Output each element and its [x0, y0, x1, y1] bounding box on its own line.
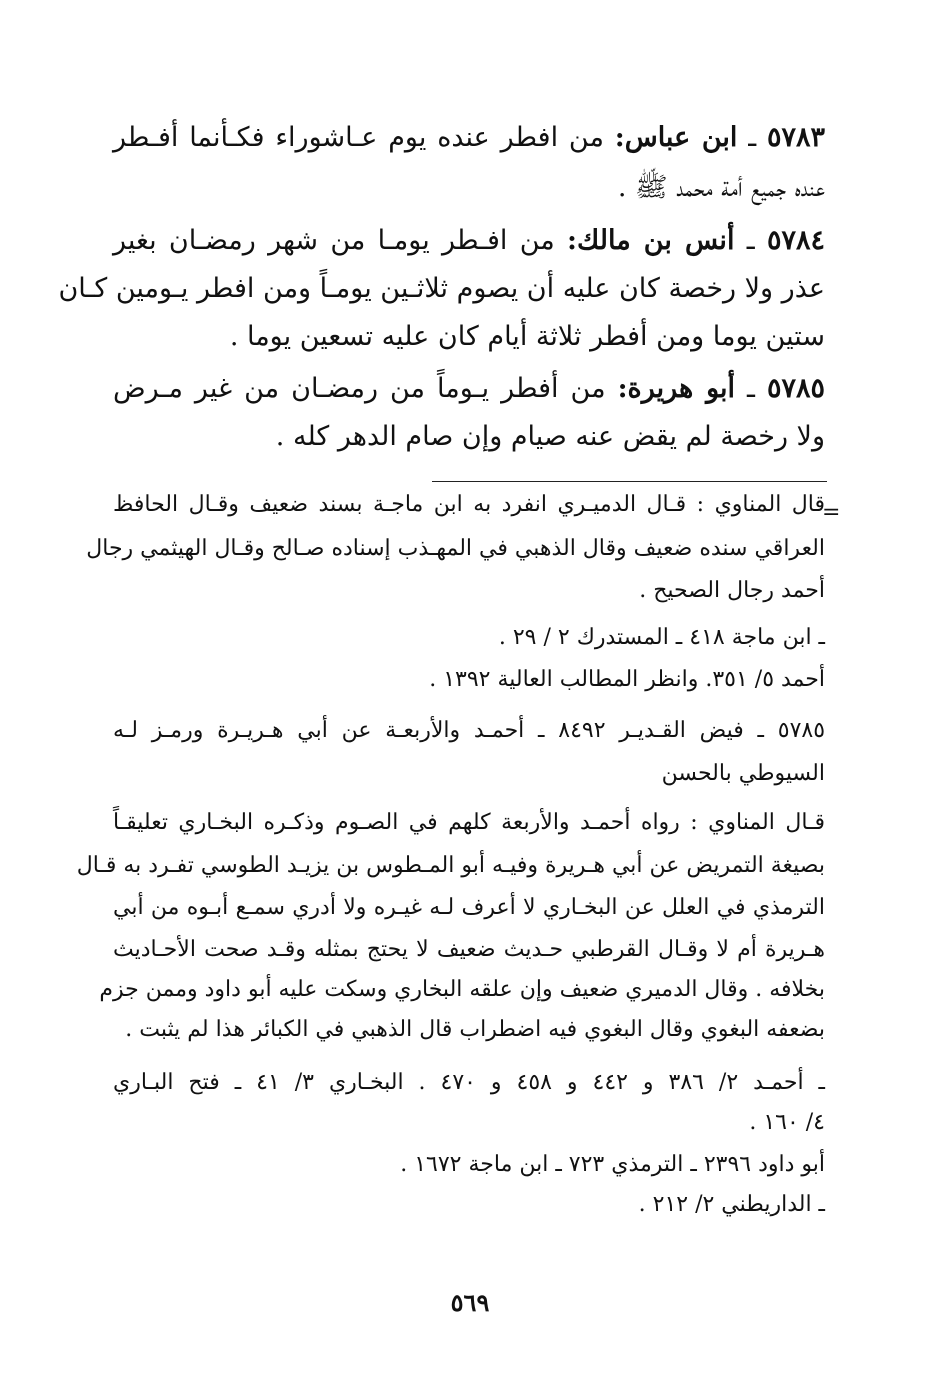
entry-5783-line-2: عنده جميع أمة محمد ﷺ . [617, 172, 825, 203]
entry-number: ٥٧٨٥ [766, 373, 825, 404]
footnote-line: السيوطي بالحسن [661, 761, 825, 786]
footnote-line: قـال المناوي : رواه أحمـد والأربعة كلهم في الصـوم وذكـره البخـاري تعليقـاً [113, 810, 825, 835]
footnote-line: هـريرة أم لا وقـال القرطبي حـديث ضعيف لا يحتج بمثله وقـد صحت الأحـاديث [113, 937, 825, 962]
page-number: ٥٦٩ [450, 1288, 490, 1317]
footnote-line: قال المناوي : قـال الدميـري انفرد به ابن ماجـة بسند ضعيف وقـال الحافظ [113, 492, 825, 517]
entry-5785-line-1: ٥٧٨٥ ـ أبو هريرة: من أفطر يـوماً من رمضـان من غير مـرض [113, 373, 825, 404]
entry-5784-line-3: ستين يوما ومن أفطر ثلاثة أيام كان عليه تسعين يوما . [229, 321, 825, 352]
entry-narrator: أنس بن مالك: [567, 225, 735, 256]
entry-5784-line-1: ٥٧٨٤ ـ أنس بن مالك: من افـطر يومـا من شهر رمضـان بغير [113, 225, 825, 256]
entry-text: من افـطر يومـا من شهر رمضـان بغير [113, 225, 555, 256]
entry-text: من أفطر يـوماً من رمضـان من غير مـرض [113, 373, 606, 404]
entry-number: ٥٧٨٣ [767, 122, 826, 153]
reference-line: ٤/ ١٦٠ . [749, 1110, 825, 1135]
footnote-line: ٥٧٨٥ ـ فيض القـديـر ٨٤٩٢ ـ أحمـد والأربعـة عن أبي هـريـرة ورمـز لـه [113, 718, 826, 743]
reference-line: ـ الداريطني ٢/ ٢١٢ . [638, 1192, 825, 1217]
footnote-separator [432, 481, 827, 482]
reference-line: ـ ابن ماجة ٤١٨ ـ المستدرك ٢ / ٢٩ . [498, 625, 825, 650]
footnote-line: الترمذي في العلل عن البخـاري لا أعرف لـه غيـره ولا أدري سمـع أبـوه من أبي [113, 895, 825, 920]
footnote-line: بضعفه البغوي وقال البغوي فيه اضطراب قال الذهبي في الكبائر هذا لم يثبت . [125, 1017, 825, 1042]
entry-narrator: أبو هريرة: [617, 373, 736, 404]
footnote-line: أحمد رجال الصحيح . [639, 578, 825, 603]
continuation-mark: = [822, 500, 841, 525]
reference-line: أبو داود ٢٣٩٦ ـ الترمذي ٧٢٣ ـ ابن ماجة ١٦٧٢ . [400, 1152, 825, 1177]
entry-text: من افطر عنده يوم عـاشوراء فكـأنما أفـطر [113, 122, 604, 153]
entry-5785-line-2: ولا رخصة لم يقض عنه صيام وإن صام الدهر كله . [275, 421, 825, 452]
footnote-line: العراقي سنده ضعيف وقال الذهبي في المهـذب إسناده صـالح وقـال الهيثمي رجال [86, 536, 825, 561]
footnote-line: بخلافه . وقال الدميري ضعيف وإن علقه البخاري وسكت عليه أبو داود وممن جزم [99, 977, 825, 1002]
reference-line: ـ أحمـد ٢/ ٣٨٦ و ٤٤٢ و ٤٥٨ و ٤٧٠ . البخـاري ٣/ ٤١ ـ فتح البـاري [113, 1070, 825, 1095]
entry-5784-line-2: عذر ولا رخصة كان عليه أن يصوم ثلاثـين يومـاً ومن افطر يـومين كـان [58, 273, 825, 304]
entry-number: ٥٧٨٤ [766, 225, 825, 256]
entry-5783-line-1: ٥٧٨٣ ـ ابن عباس: من افطر عنده يوم عـاشوراء فكـأنما أفـطر [113, 122, 826, 153]
reference-line: أحمد ٥/ ٣٥١. وانظر المطالب العالية ١٣٩٢ . [429, 667, 825, 692]
footnote-line: بصيغة التمريض عن أبي هـريرة وفيـه أبو المـطوس بن يزيـد الطوسي تفـرد به قـال [76, 853, 825, 878]
entry-narrator: ابن عباس: [614, 122, 738, 153]
